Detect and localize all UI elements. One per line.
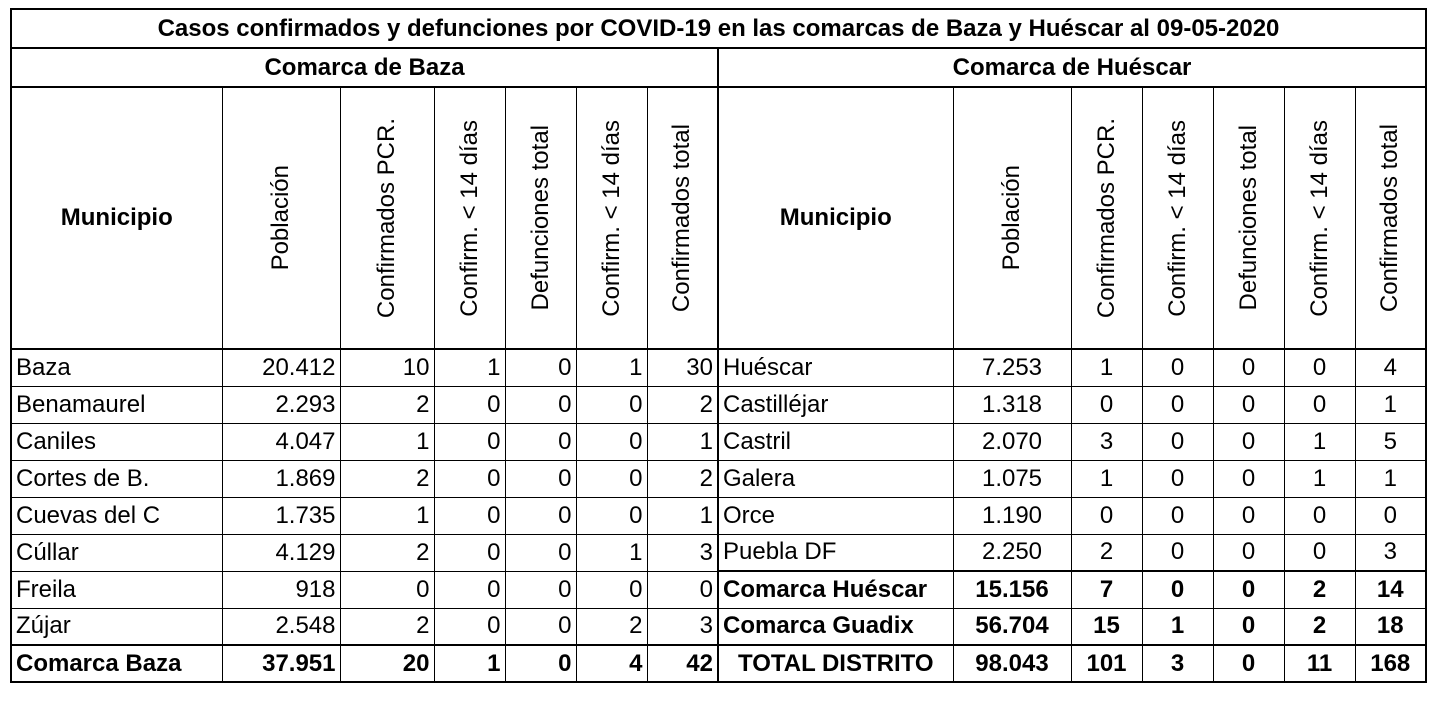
huescar-cell: 0 xyxy=(1213,534,1284,571)
baza-total-cell: Comarca Baza xyxy=(11,645,222,682)
huescar-col-confirm-14-b-label: Confirm. < 14 días xyxy=(1305,119,1333,317)
huescar-col-confirmados-pcr-label: Confirmados PCR. xyxy=(1092,117,1120,319)
baza-cell: 2.548 xyxy=(222,608,340,645)
table-body xyxy=(11,9,1426,682)
baza-cell: 0 xyxy=(576,571,647,608)
huescar-cell: Puebla DF xyxy=(718,534,953,571)
huescar-total-cell: TOTAL DISTRITO xyxy=(718,645,953,682)
huescar-cell: 0 xyxy=(1213,386,1284,423)
baza-cell: 2 xyxy=(340,608,434,645)
huescar-cell: 0 xyxy=(1142,386,1213,423)
baza-cell: 0 xyxy=(434,534,505,571)
covid-table xyxy=(10,8,1427,683)
baza-cell: 0 xyxy=(434,497,505,534)
huescar-total-cell: 15 xyxy=(1071,608,1142,645)
huescar-col-confirm-14-a xyxy=(1142,87,1213,349)
huescar-cell: 0 xyxy=(1071,497,1142,534)
table-row xyxy=(11,460,1426,497)
baza-total-cell: 0 xyxy=(505,645,576,682)
baza-cell: 0 xyxy=(505,349,576,386)
huescar-cell: 1.075 xyxy=(953,460,1071,497)
huescar-region-header: Comarca de Huéscar xyxy=(718,48,1426,87)
baza-cell: Freila xyxy=(11,571,222,608)
baza-cell: 0 xyxy=(576,423,647,460)
huescar-total-cell: 11 xyxy=(1284,645,1355,682)
baza-cell: 0 xyxy=(434,460,505,497)
huescar-cell: 0 xyxy=(1142,497,1213,534)
huescar-total-cell: 7 xyxy=(1071,571,1142,608)
huescar-cell: Castilléjar xyxy=(718,386,953,423)
huescar-cell: 3 xyxy=(1071,423,1142,460)
table-row xyxy=(11,349,1426,386)
baza-region-header: Comarca de Baza xyxy=(11,48,718,87)
huescar-cell: 1 xyxy=(1355,460,1426,497)
baza-total-cell: 1 xyxy=(434,645,505,682)
huescar-col-defunciones-label: Defunciones total xyxy=(1234,125,1262,311)
huescar-col-confirmados-pcr xyxy=(1071,87,1142,349)
baza-cell: 0 xyxy=(505,497,576,534)
baza-cell: 2 xyxy=(340,460,434,497)
huescar-cell: 0 xyxy=(1284,386,1355,423)
huescar-cell: 3 xyxy=(1355,534,1426,571)
covid-table-sheet xyxy=(10,8,1427,683)
huescar-cell: Huéscar xyxy=(718,349,953,386)
huescar-cell: 7.253 xyxy=(953,349,1071,386)
baza-cell: 1 xyxy=(340,497,434,534)
huescar-cell: 1 xyxy=(1284,460,1355,497)
baza-cell: 2 xyxy=(576,608,647,645)
table-row xyxy=(11,571,1426,608)
baza-col-defunciones xyxy=(505,87,576,349)
baza-cell: 0 xyxy=(434,386,505,423)
baza-cell: 0 xyxy=(576,386,647,423)
huescar-cell: 2.070 xyxy=(953,423,1071,460)
huescar-cell: 0 xyxy=(1284,497,1355,534)
huescar-cell: 4 xyxy=(1355,349,1426,386)
baza-cell: 0 xyxy=(505,571,576,608)
baza-col-confirmados-pcr-label: Confirmados PCR. xyxy=(373,117,400,319)
baza-cell: 2 xyxy=(340,386,434,423)
baza-cell: 30 xyxy=(647,349,718,386)
huescar-cell: 0 xyxy=(1213,460,1284,497)
huescar-total-cell: 2 xyxy=(1284,608,1355,645)
huescar-col-confirmados-total-label: Confirmados total xyxy=(1376,123,1404,313)
baza-cell: 0 xyxy=(576,460,647,497)
huescar-cell: 0 xyxy=(1142,534,1213,571)
baza-cell: 0 xyxy=(505,423,576,460)
table-row xyxy=(11,423,1426,460)
baza-col-confirmados-pcr xyxy=(340,87,434,349)
baza-cell: Benamaurel xyxy=(11,386,222,423)
baza-cell: 1 xyxy=(647,423,718,460)
huescar-total-cell: 2 xyxy=(1284,571,1355,608)
baza-cell: 0 xyxy=(505,608,576,645)
baza-col-municipio: Municipio xyxy=(11,87,222,349)
baza-total-cell: 20 xyxy=(340,645,434,682)
column-header-row xyxy=(11,87,1426,349)
baza-cell: Cuevas del C xyxy=(11,497,222,534)
baza-col-confirm-14-b xyxy=(576,87,647,349)
baza-cell: 0 xyxy=(505,534,576,571)
huescar-total-cell: 0 xyxy=(1213,571,1284,608)
huescar-cell: 1 xyxy=(1284,423,1355,460)
huescar-total-cell: 168 xyxy=(1355,645,1426,682)
huescar-total-cell: 101 xyxy=(1071,645,1142,682)
huescar-cell: Galera xyxy=(718,460,953,497)
huescar-col-confirmados-total xyxy=(1355,87,1426,349)
table-row xyxy=(11,645,1426,682)
huescar-cell: 5 xyxy=(1355,423,1426,460)
huescar-cell: Orce xyxy=(718,497,953,534)
table-row xyxy=(11,608,1426,645)
table-row xyxy=(11,497,1426,534)
baza-cell: 0 xyxy=(576,497,647,534)
huescar-col-confirm-14-a-label: Confirm. < 14 días xyxy=(1163,119,1191,317)
huescar-cell: 1 xyxy=(1071,460,1142,497)
huescar-cell: 0 xyxy=(1213,497,1284,534)
huescar-cell: 2.250 xyxy=(953,534,1071,571)
baza-total-cell: 42 xyxy=(647,645,718,682)
baza-cell: 1 xyxy=(576,349,647,386)
region-header-row xyxy=(11,48,1426,87)
huescar-total-cell: 0 xyxy=(1213,645,1284,682)
huescar-total-cell: 0 xyxy=(1142,571,1213,608)
baza-cell: Cúllar xyxy=(11,534,222,571)
huescar-cell: 0 xyxy=(1142,423,1213,460)
baza-cell: 0 xyxy=(340,571,434,608)
baza-col-defunciones-label: Defunciones total xyxy=(526,125,554,311)
huescar-cell: 0 xyxy=(1213,423,1284,460)
baza-cell: 0 xyxy=(434,423,505,460)
huescar-total-cell: 14 xyxy=(1355,571,1426,608)
huescar-total-cell: 18 xyxy=(1355,608,1426,645)
baza-cell: 1 xyxy=(434,349,505,386)
baza-cell: Caniles xyxy=(11,423,222,460)
huescar-cell: 0 xyxy=(1213,349,1284,386)
baza-cell: 4.129 xyxy=(222,534,340,571)
huescar-cell: 0 xyxy=(1284,349,1355,386)
huescar-col-defunciones xyxy=(1213,87,1284,349)
huescar-col-poblacion xyxy=(953,87,1071,349)
huescar-col-poblacion-label: Población xyxy=(998,165,1025,271)
huescar-col-municipio: Municipio xyxy=(718,87,953,349)
huescar-cell: 1 xyxy=(1071,349,1142,386)
title-row xyxy=(11,9,1426,48)
baza-col-confirm-14-b-label: Confirm. < 14 días xyxy=(597,119,625,317)
huescar-total-cell: 1 xyxy=(1142,608,1213,645)
huescar-total-cell: 98.043 xyxy=(953,645,1071,682)
baza-cell: 20.412 xyxy=(222,349,340,386)
baza-cell: 1.735 xyxy=(222,497,340,534)
baza-col-poblacion-label: Población xyxy=(267,165,294,271)
baza-cell: 0 xyxy=(647,571,718,608)
huescar-total-cell: Comarca Guadix xyxy=(718,608,953,645)
baza-cell: Zújar xyxy=(11,608,222,645)
huescar-cell: 1.318 xyxy=(953,386,1071,423)
baza-cell: 10 xyxy=(340,349,434,386)
baza-cell: 4.047 xyxy=(222,423,340,460)
table-row xyxy=(11,534,1426,571)
baza-cell: 3 xyxy=(647,534,718,571)
baza-cell: Cortes de B. xyxy=(11,460,222,497)
baza-cell: 3 xyxy=(647,608,718,645)
baza-cell: 2.293 xyxy=(222,386,340,423)
baza-cell: 1 xyxy=(647,497,718,534)
huescar-cell: Castril xyxy=(718,423,953,460)
baza-total-cell: 4 xyxy=(576,645,647,682)
baza-cell: Baza xyxy=(11,349,222,386)
huescar-cell: 0 xyxy=(1142,349,1213,386)
baza-cell: 0 xyxy=(434,608,505,645)
huescar-cell: 2 xyxy=(1071,534,1142,571)
huescar-total-cell: 3 xyxy=(1142,645,1213,682)
baza-col-confirm-14-a xyxy=(434,87,505,349)
baza-cell: 1.869 xyxy=(222,460,340,497)
huescar-cell: 0 xyxy=(1071,386,1142,423)
baza-total-cell: 37.951 xyxy=(222,645,340,682)
huescar-cell: 0 xyxy=(1142,460,1213,497)
baza-cell: 2 xyxy=(647,460,718,497)
baza-cell: 0 xyxy=(434,571,505,608)
baza-cell: 0 xyxy=(505,386,576,423)
baza-cell: 1 xyxy=(340,423,434,460)
baza-cell: 918 xyxy=(222,571,340,608)
huescar-cell: 0 xyxy=(1355,497,1426,534)
baza-col-confirmados-total xyxy=(647,87,718,349)
table-row xyxy=(11,386,1426,423)
table-title: Casos confirmados y defunciones por COVID-19 en las comarcas de Baza y Huéscar al 09-05-2020 xyxy=(11,9,1426,48)
baza-cell: 1 xyxy=(576,534,647,571)
huescar-total-cell: 0 xyxy=(1213,608,1284,645)
baza-col-confirmados-total-label: Confirmados total xyxy=(668,123,696,313)
baza-cell: 2 xyxy=(340,534,434,571)
baza-col-confirm-14-a-label: Confirm. < 14 días xyxy=(455,119,483,317)
baza-cell: 2 xyxy=(647,386,718,423)
huescar-cell: 1.190 xyxy=(953,497,1071,534)
baza-col-poblacion xyxy=(222,87,340,349)
huescar-cell: 1 xyxy=(1355,386,1426,423)
huescar-total-cell: 15.156 xyxy=(953,571,1071,608)
huescar-cell: 0 xyxy=(1284,534,1355,571)
huescar-total-cell: 56.704 xyxy=(953,608,1071,645)
huescar-col-confirm-14-b xyxy=(1284,87,1355,349)
baza-cell: 0 xyxy=(505,460,576,497)
huescar-total-cell: Comarca Huéscar xyxy=(718,571,953,608)
